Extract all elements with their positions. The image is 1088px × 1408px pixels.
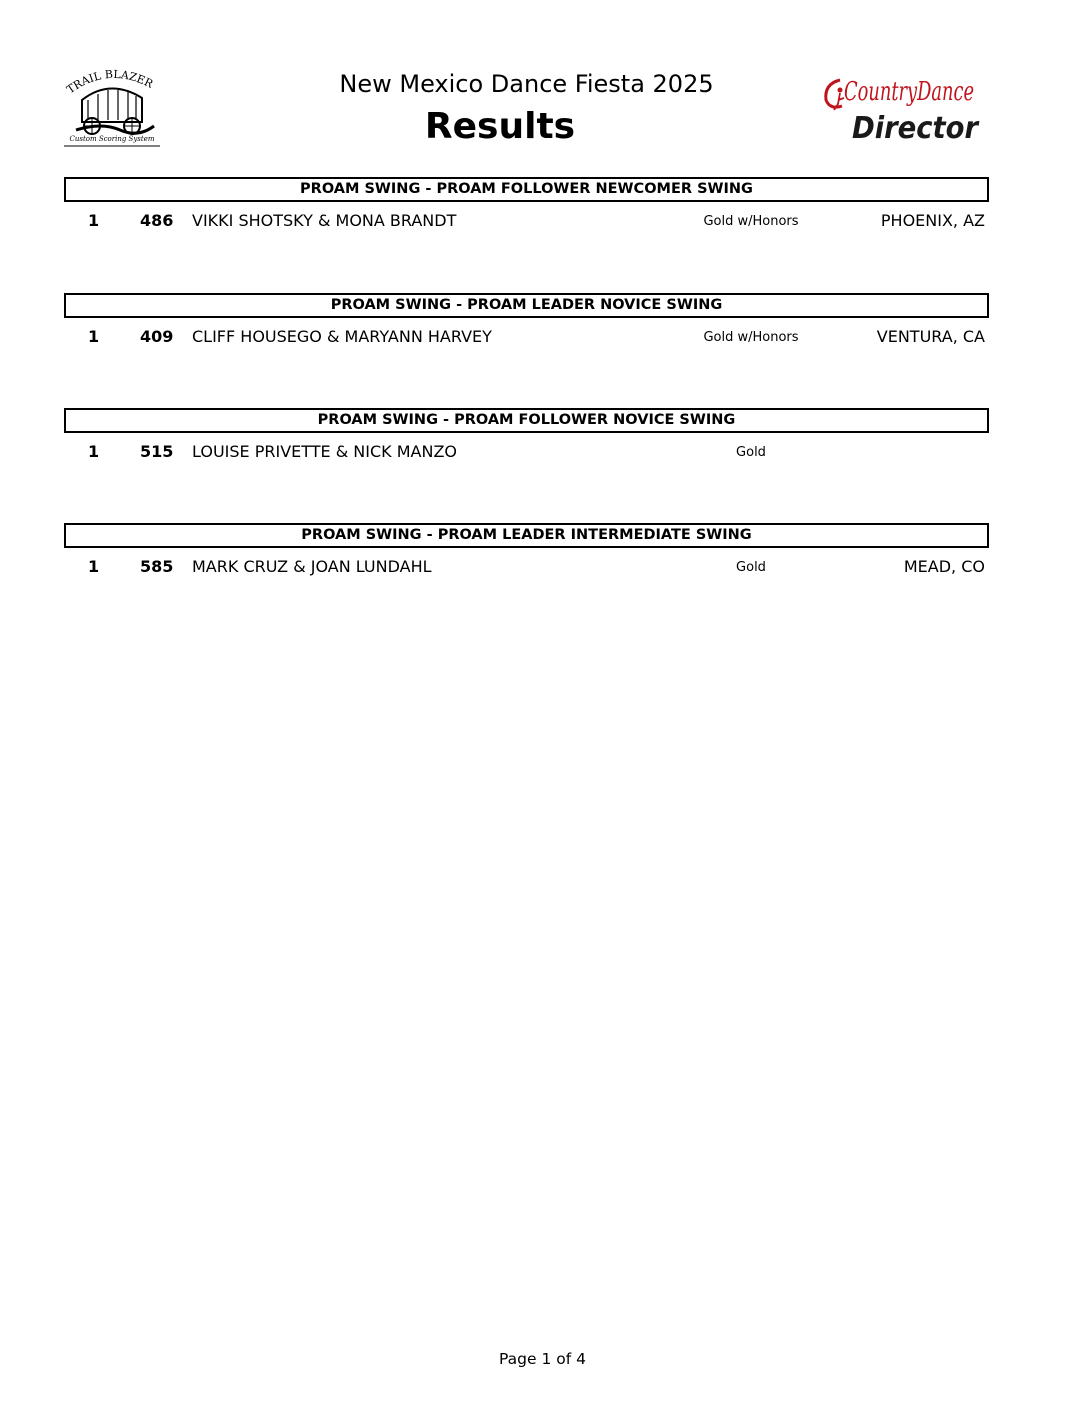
logo-line2: Director	[852, 111, 981, 146]
couple-names: MARK CRUZ & JOAN LUNDAHL	[192, 557, 432, 576]
couple-names: CLIFF HOUSEGO & MARYANN HARVEY	[192, 327, 492, 346]
logo-bottom-text: Custom Scoring System	[69, 135, 155, 143]
place: 1	[88, 557, 100, 576]
location: VENTURA, CA	[876, 327, 985, 346]
results-section	[64, 523, 989, 578]
award: Gold w/Honors	[703, 214, 799, 229]
award: Gold	[736, 445, 766, 460]
place: 1	[88, 211, 100, 230]
event-title: New Mexico Dance Fiesta 2025	[339, 70, 714, 98]
logo-arc-text: TRAIL BLAZER	[64, 67, 156, 97]
country-dance-director-logo	[822, 70, 984, 146]
award: Gold	[736, 560, 766, 575]
couple-names: VIKKI SHOTSKY & MONA BRANDT	[192, 211, 457, 230]
location: PHOENIX, AZ	[880, 211, 985, 230]
results-section	[64, 177, 989, 232]
entry-number: 486	[140, 211, 174, 230]
section-header: PROAM SWING - PROAM FOLLOWER NOVICE SWING	[64, 408, 989, 433]
award: Gold w/Honors	[703, 330, 799, 345]
couple-names: LOUISE PRIVETTE & NICK MANZO	[192, 442, 457, 461]
place: 1	[88, 442, 100, 461]
result-row	[64, 433, 989, 463]
entry-number: 409	[140, 327, 174, 346]
section-header: PROAM SWING - PROAM LEADER NOVICE SWING	[64, 293, 989, 318]
place: 1	[88, 327, 100, 346]
entry-number: 585	[140, 557, 174, 576]
page-title: Results	[424, 106, 576, 147]
result-row	[64, 318, 989, 348]
entry-number: 515	[140, 442, 174, 461]
location: MEAD, CO	[903, 557, 985, 576]
page-number: Page 1 of 4	[499, 1350, 586, 1368]
results-section	[64, 408, 989, 463]
section-header: PROAM SWING - PROAM FOLLOWER NEWCOMER SWING	[64, 177, 989, 202]
section-header: PROAM SWING - PROAM LEADER INTERMEDIATE SWING	[64, 523, 989, 548]
logo-line1: CountryDance	[844, 77, 974, 107]
results-section	[64, 293, 989, 348]
result-row	[64, 202, 989, 232]
result-row	[64, 548, 989, 578]
